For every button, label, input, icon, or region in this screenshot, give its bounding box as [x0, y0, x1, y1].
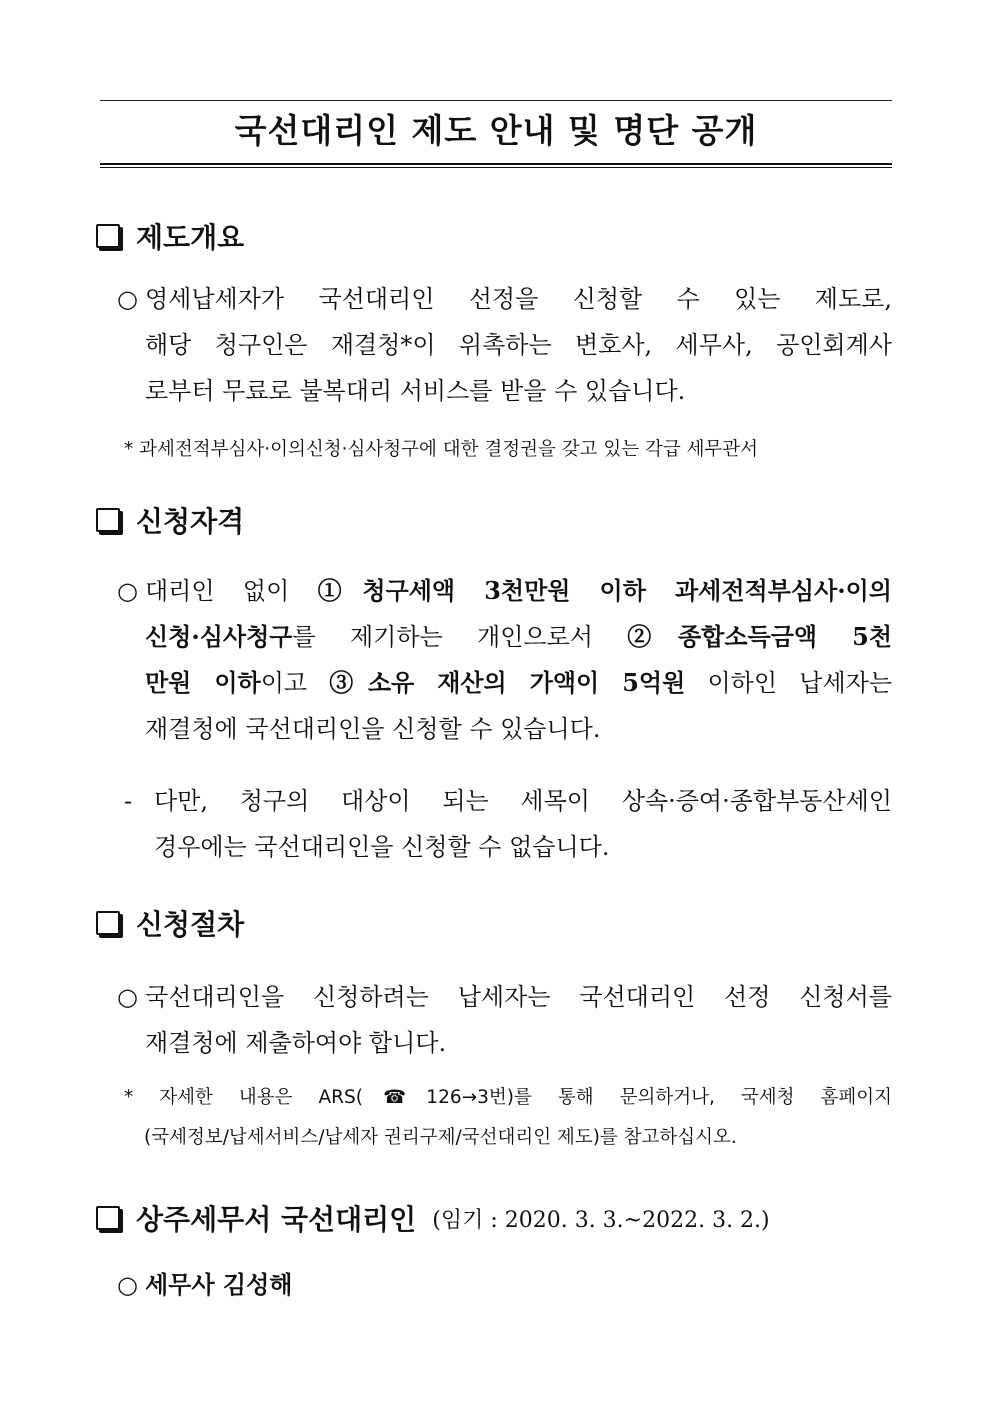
text-run: 이고	[260, 669, 330, 697]
section-title: 신청자격	[136, 505, 245, 538]
eligibility-exception	[124, 778, 892, 870]
overview-footnote: * 과세전적부심사·이의신청·심사청구에 대한 결정권을 갖고 있는 각급 세무관서	[124, 439, 759, 460]
overview-paragraph	[117, 276, 892, 414]
procedure-footnote	[124, 1078, 892, 1158]
text-run: 이하인 납세자는	[685, 669, 892, 697]
exception-line: 경우에는 국선대리인을 신청할 수 없습니다.	[154, 833, 610, 861]
footnote-line: * 자세한 내용은 ARS(☎126→3번)를 통해 문의하거나, 국세청 홈페이지	[124, 1087, 892, 1108]
checkbox-square-icon	[96, 224, 120, 248]
exception-line: 다만, 청구의 대상이 되는 세목이 상속·증여·종합부동산세인	[154, 787, 892, 815]
dash-bullet-icon: -	[124, 787, 133, 815]
overview-line: 해당 청구인은 재결청*이 위촉하는 변호사, 세무사, 공인회계사	[145, 331, 892, 359]
procedure-line: 재결청에 제출하여야 합니다.	[145, 1029, 447, 1057]
bold-text-run: ③소유 재산의 가액이 5억원	[329, 668, 686, 697]
text-run: 를 제기하는 개인으로서	[292, 623, 628, 651]
page-title: 국선대리인 제도 안내 및 명단 공개	[234, 111, 758, 150]
section-heading-eligibility	[96, 500, 244, 540]
procedure-paragraph	[117, 974, 892, 1066]
overview-line: 로부터 무료로 불복대리 서비스를 받을 수 있습니다.	[145, 377, 686, 405]
bold-text-run: 만원 이하	[145, 668, 261, 697]
eligibility-paragraph	[117, 568, 892, 752]
procedure-line: 국선대리인을 신청하려는 납세자는 국선대리인 선정 신청서를	[145, 983, 892, 1011]
checkbox-square-icon	[96, 911, 120, 935]
section-heading-procedure	[96, 903, 244, 943]
circle-bullet-icon: ○	[117, 983, 138, 1011]
title-block	[100, 100, 892, 168]
bold-text-run: ②종합소득금액 5천	[627, 622, 893, 651]
section-title: 제도개요	[136, 221, 245, 254]
eligibility-line: 재결청에 국선대리인을 신청할 수 있습니다.	[145, 715, 601, 743]
representative-name: 세무사 김성해	[145, 1270, 293, 1299]
title-bottom-rule	[100, 163, 892, 165]
section-title: 신청절차	[136, 908, 245, 941]
checkbox-square-icon	[96, 508, 120, 532]
title-bottom-rule-thin	[100, 167, 892, 168]
footnote-line: (국세정보/납세서비스/납세자 권리구제/국선대리인 제도)를 참고하십시오.	[144, 1127, 737, 1148]
text-run: 대리인 없이	[145, 577, 318, 605]
section-heading-overview	[96, 216, 244, 256]
section-title: 상주세무서 국선대리인	[136, 1203, 417, 1236]
circle-bullet-icon: ○	[117, 1270, 138, 1299]
sangju-item	[117, 1262, 892, 1308]
circle-bullet-icon: ○	[117, 285, 138, 313]
term-period: (임기 : 2020. 3. 3.~2022. 3. 2.)	[432, 1207, 770, 1233]
circle-bullet-icon: ○	[117, 577, 138, 605]
bold-text-run: ①청구세액 3천만원 이하 과세전적부심사·이의	[317, 576, 892, 605]
checkbox-square-icon	[96, 1206, 120, 1230]
bold-text-run: 신청·심사청구	[145, 622, 293, 651]
section-heading-sangju	[96, 1198, 770, 1238]
overview-line: 영세납세자가 국선대리인 선정을 신청할 수 있는 제도로,	[145, 285, 892, 313]
